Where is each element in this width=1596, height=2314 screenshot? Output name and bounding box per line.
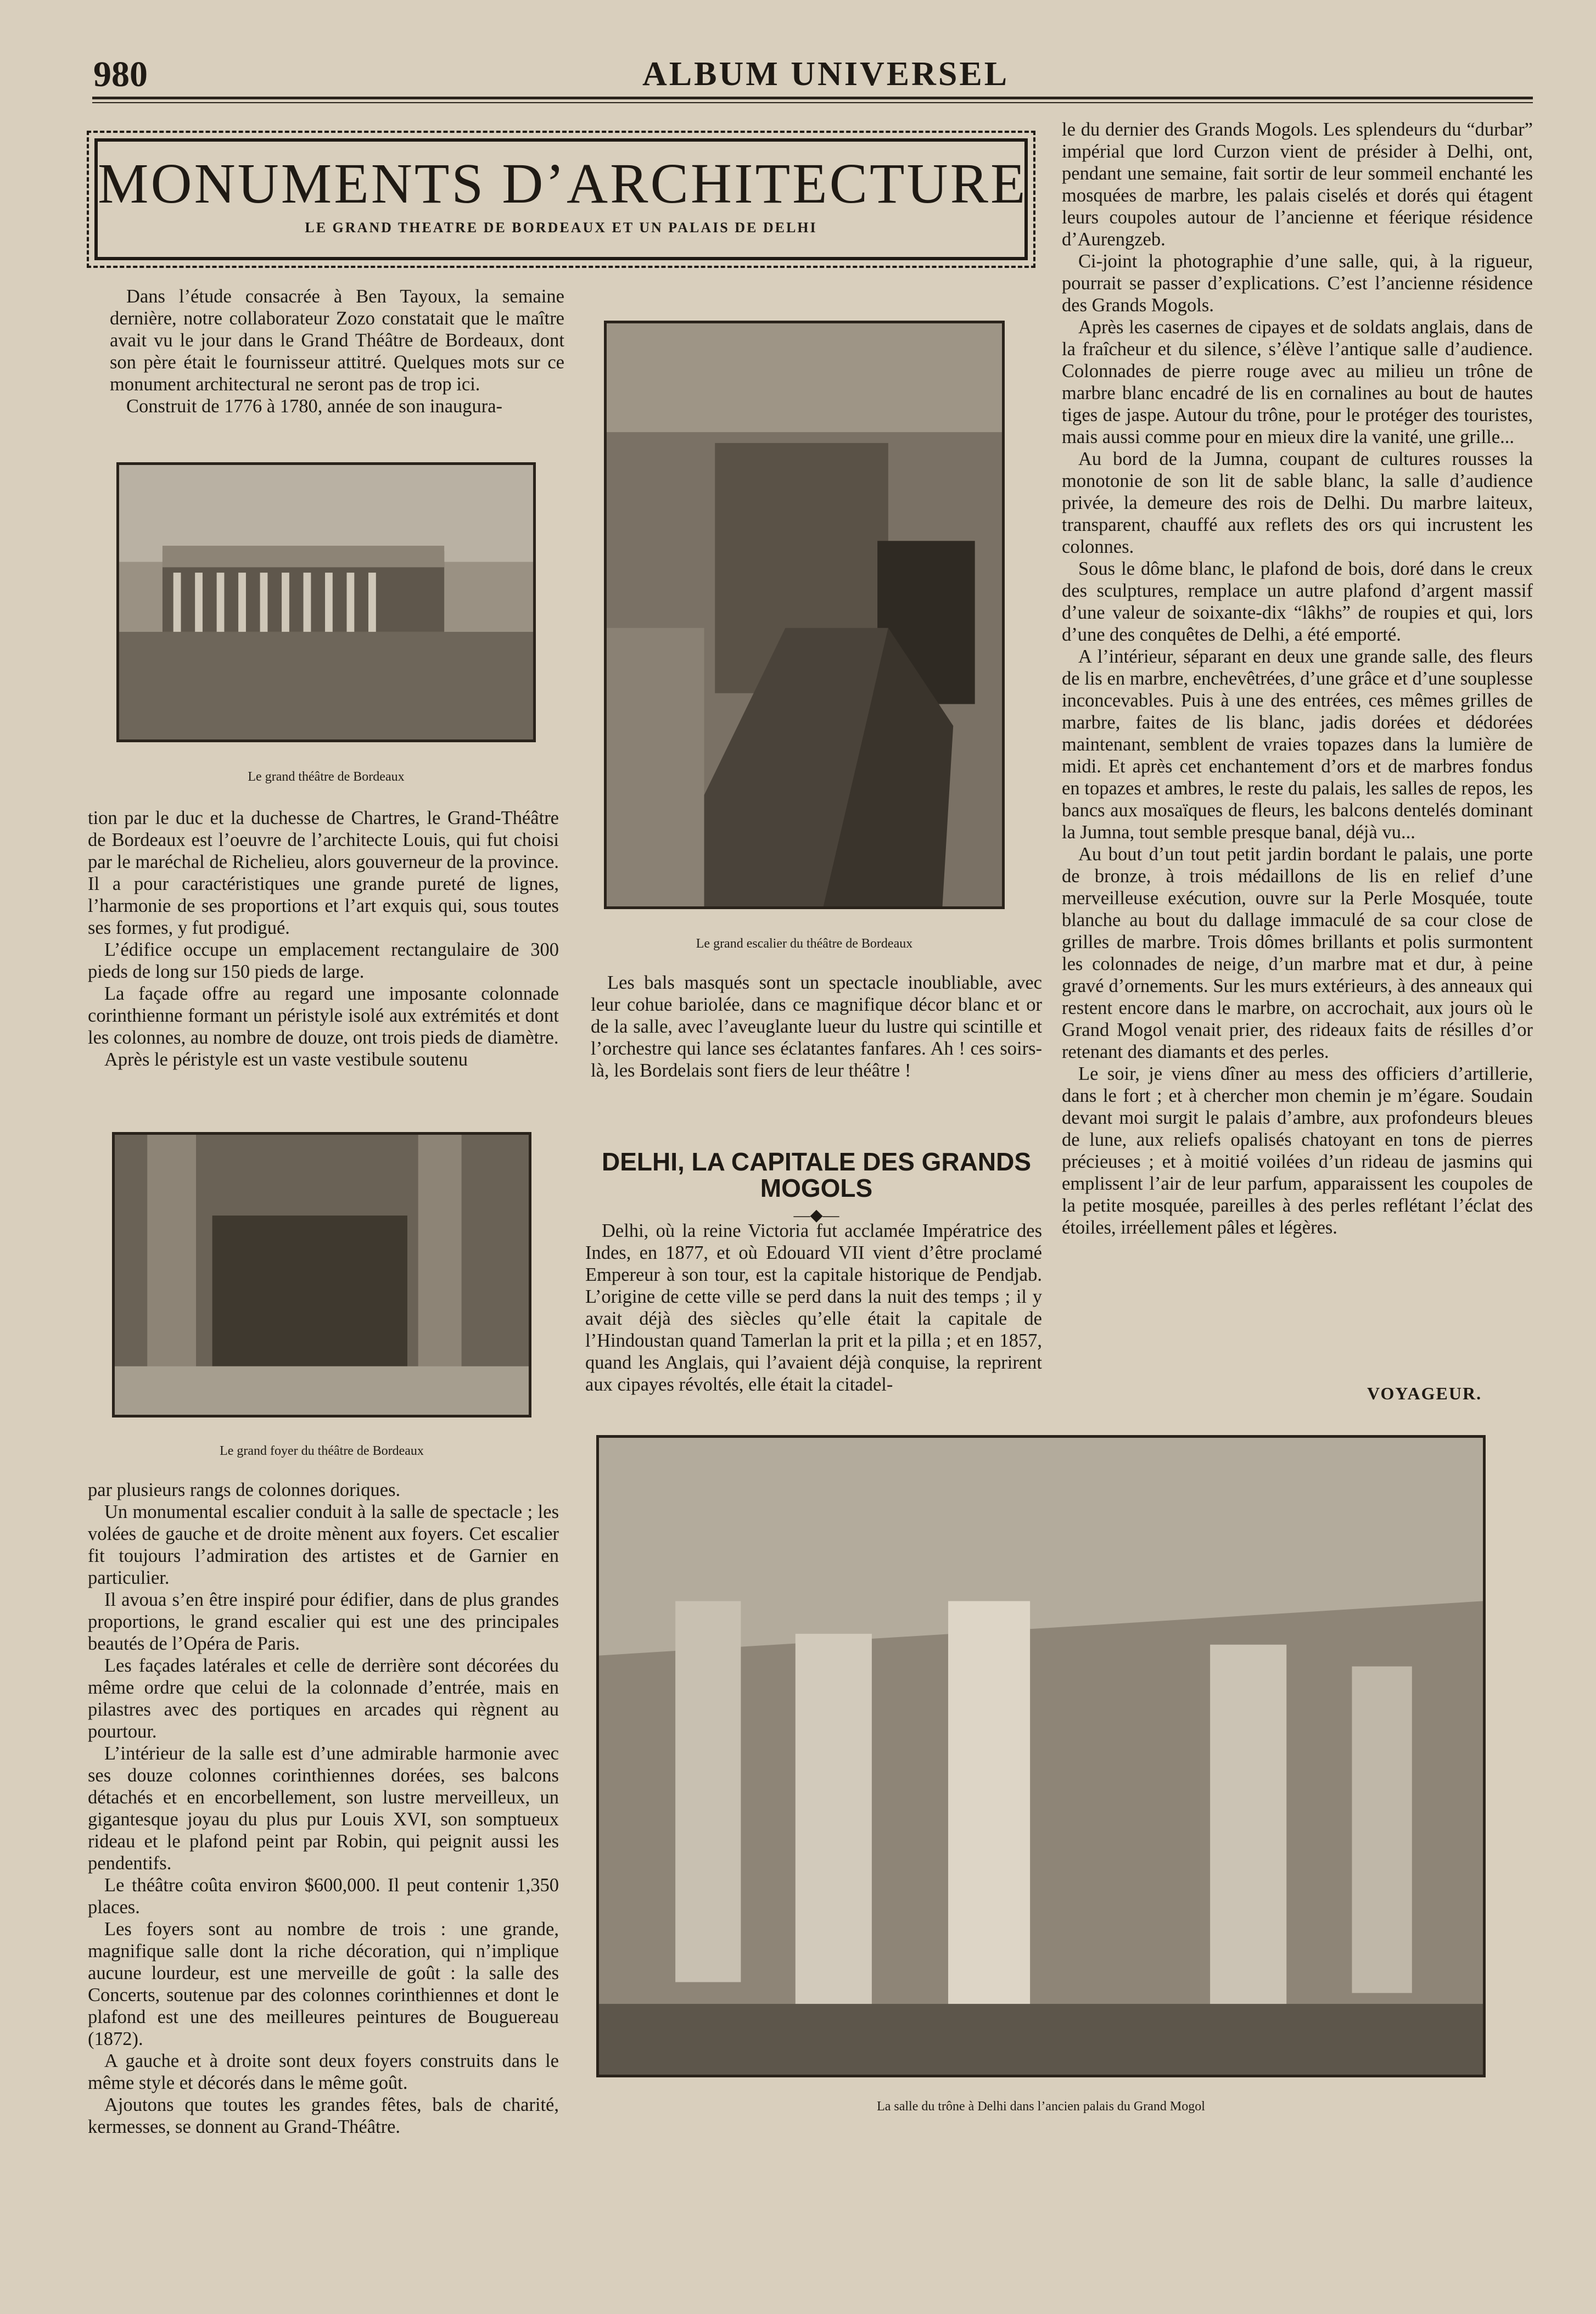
- paragraph: Dans l’étude consacrée à Ben Tayoux, la semaine dernière, notre collaborateur Zozo constatait que le maître avait vu le jour dans le Grand Théâtre de Bordeaux, dont son père était le fournisseur attitré. Quelques mots sur ce monument architectural ne seront pas de trop ici.: [110, 286, 564, 395]
- signature: VOYAGEUR.: [1367, 1383, 1482, 1403]
- paragraph: Les façades latérales et celle de derrière sont décorées du même ordre que celui de la colonnade d’entrée, mais en pilastres avec des portiques en arcades qui règnent au pourtour.: [88, 1655, 559, 1742]
- paragraph: par plusieurs rangs de colonnes doriques.: [88, 1480, 401, 1500]
- paragraph: Le soir, je viens dîner au mess des officiers d’artillerie, dans le fort ; et à chercher mon chemin je m’égare. Soudain devant moi surgit le palais d’ambre, aux profondeurs bleues de lune, aux reliefs opalisés chatoyant en tons de pierres précieuses ; et à moitié voilées d’un rideau de jasmins qui emplissent l’air de leur parfum, apparaissent les coupoles de la petite mosquée, pareilles à des perles reflétant l’éclat des étoiles, irréellement pâles et légères.: [1062, 1063, 1533, 1238]
- article-title-box: [94, 138, 1028, 260]
- col3-text: [1062, 119, 1533, 1239]
- col2-mid-text: [591, 972, 1042, 1082]
- photo-grand-foyer: [112, 1132, 531, 1417]
- paragraph: Après le péristyle est un vaste vestibule soutenu: [104, 1049, 468, 1070]
- paragraph: Un monumental escalier conduit à la salle de spectacle ; les volées de gauche et de droite mènent aux foyers. Cet escalier fit toujours l’admiration des artistes et de Garnier en particulier.: [88, 1501, 559, 1588]
- paragraph: L’édifice occupe un emplacement rectangulaire de 300 pieds de long sur 150 pieds de large.: [88, 939, 559, 982]
- article-subtitle: LE GRAND THEATRE DE BORDEAUX ET UN PALAIS DE DELHI: [305, 220, 817, 236]
- photo-salle-du-trone: [596, 1435, 1486, 2077]
- page-number: 980: [93, 54, 148, 94]
- photo-grand-theatre: [116, 462, 536, 742]
- section-ornament: —◆—: [793, 1206, 839, 1224]
- article-title: MONUMENTS D’ARCHITECTURE: [98, 152, 1028, 215]
- col1-mid-text: [88, 807, 559, 1071]
- photo-grand-escalier: [604, 321, 1005, 909]
- paragraph: le du dernier des Grands Mogols. Les splendeurs du “durbar” impérial que lord Curzon vient de présider à Delhi, ont, pendant une semaine, fait sortir de leur sommeil enchanté les mosquées de marbre, les palais ciselés et dorés qui étagent leurs coupoles autour de l’ancienne et féerique résidence d’Aurengzeb.: [1062, 119, 1533, 250]
- paragraph: A l’intérieur, séparant en deux une grande salle, des fleurs de lis en marbre, enchevêtrées, d’une grâce et d’une souplesse inconcevables. Puis à une des entrées, ces mêmes grilles de marbre, faites de lis blanc, jadis dorées et dédorées maintenant, semblent de vraies topazes dans la lumière de midi. Et après cet enchantement d’ors et de marbres fondus en topazes et ambres, le reste du palais, les salles de repos, les bancs aux mosaïques de fleurs, les balcons dentelés dominant la Jumna, tout semble presque banal, déjà vu...: [1062, 646, 1533, 843]
- header-rule: [92, 97, 1533, 99]
- delhi-section-title: DELHI, LA CAPITALE DES GRANDS MOGOLS: [601, 1147, 1032, 1202]
- paragraph: tion par le duc et la duchesse de Chartres, le Grand-Théâtre de Bordeaux est l’oeuvre de l’architecte Louis, qui fut choisi par le maréchal de Richelieu, alors gouverneur de la province. Il a pour caractéristiques une grande pureté de lignes, l’harmonie de ses proportions et l’art exquis qui, sous toutes ses formes, y fut prodigué.: [88, 808, 559, 938]
- paragraph: Ci-joint la photographie d’une salle, qui, à la rigueur, pourrait se passer d’explications. C’est l’ancienne résidence des Grands Mogols.: [1062, 251, 1533, 316]
- paragraph: Le théâtre coûta environ $600,000. Il peut contenir 1,350 places.: [88, 1875, 559, 1918]
- caption-foyer: Le grand foyer du théâtre de Bordeaux: [220, 1444, 424, 1458]
- caption-delhi: La salle du trône à Delhi dans l’ancien palais du Grand Mogol: [877, 2099, 1205, 2114]
- paragraph: Il avoua s’en être inspiré pour édifier, dans de plus grandes proportions, le grand escalier qui est une des principales beautés de l’Opéra de Paris.: [88, 1589, 559, 1654]
- col1-bottom-text: [88, 1479, 559, 2138]
- paragraph: Au bord de la Jumna, coupant de cultures rousses la monotonie de son lit de sable blanc, la salle d’audience privée, la demeure des rois de Delhi. Du marbre laiteux, transparent, chauffé aux reflets des ors qui incrustent les colonnes.: [1062, 449, 1533, 557]
- paragraph: Ajoutons que toutes les grandes fêtes, bals de charité, kermesses, se donnent au Grand-Théâtre.: [88, 2094, 559, 2137]
- col1-top-text: [110, 285, 564, 417]
- caption-escalier: Le grand escalier du théâtre de Bordeaux: [696, 937, 913, 951]
- journal-title: ALBUM UNIVERSEL: [642, 55, 1010, 93]
- caption-theatre: Le grand théâtre de Bordeaux: [248, 770, 405, 784]
- paragraph: Au bout d’un tout petit jardin bordant le palais, une porte de bronze, à trois médaillons de lis en relief d’une merveilleuse exécution, ouvre sur la Perle Mosquée, toute blanche au bout du dallage immaculé de sa cour close de grilles de marbre. Trois dômes brillants et polis surmontent les colonnades de neige, d’un marbre mat et dur, à peine gravé d’ornements. Sur les murs extérieurs, à des anneaux qui restent encore dans le marbre, on accrochait, aux jours où le Grand Mogol venait prier, des rideaux faits de résilles d’or retenant des diamants et des perles.: [1062, 844, 1533, 1062]
- paragraph: A gauche et à droite sont deux foyers construits dans le même style et décorés dans le même goût.: [88, 2050, 559, 2093]
- paragraph: L’intérieur de la salle est d’une admirable harmonie avec ses douze colonnes corinthiennes dorées, ses balcons détachés et en encorbellement, son lustre merveilleux, un gigantesque joyau du plus pur Louis XVI, son somptueux rideau et le plafond peint par Robin, qui peignit aussi les pendentifs.: [88, 1743, 559, 1874]
- paragraph: Delhi, où la reine Victoria fut acclamée Impératrice des Indes, en 1877, et où Edouard VII vient d’être proclamé Empereur à son tour, est la capitale historique de Pendjab. L’origine de cette ville se perd dans la nuit des temps ; il y avait déjà des siècles qu’elle était la capitale de l’Hindoustan quand Tamerlan la prit et la pilla ; et en 1857, quand les Anglais, qui l’avaient déjà conquise, la reprirent aux cipayes révoltés, elle était la citadel-: [585, 1220, 1042, 1395]
- paragraph: Sous le dôme blanc, le plafond de bois, doré dans le creux des sculptures, remplace un autre plafond d’argent massif d’une valeur de soixante-dix “lâkhs” de roupies et qui, lors d’une des conquêtes de Delhi, a été emporté.: [1062, 558, 1533, 645]
- paragraph: Les bals masqués sont un spectacle inoubliable, avec leur cohue bariolée, dans ce magnifique décor blanc et or de la salle, avec l’aveuglante lueur du lustre qui scintille et l’orchestre qui lance ses éclatantes fanfares. Ah ! ces soirs-là, les Bordelais sont fiers de leur théâtre !: [591, 972, 1042, 1081]
- paragraph: Les foyers sont au nombre de trois : une grande, magnifique salle dont la riche décoration, qui n’implique aucune lourdeur, est une merveille de goût : la salle des Concerts, soutenue par des colonnes corinthiennes et dont le plafond est une des meilleures peintures de Bouguereau (1872).: [88, 1919, 559, 2049]
- paragraph: Construit de 1776 à 1780, année de son inaugura-: [126, 396, 503, 417]
- paragraph: La façade offre au regard une imposante colonnade corinthienne formant un péristyle isolé aux extrémités et dont les colonnes, au nombre de douze, ont trois pieds de diamètre.: [88, 983, 559, 1048]
- paragraph: Après les casernes de cipayes et de soldats anglais, dans de la fraîcheur et du silence, s’élève l’antique salle d’audience. Colonnades de pierre rouge avec au milieu un trône de marbre blanc encadré de lis en cornalines au bout de hautes tiges de jaspe. Autour du trône, pour le protéger des touristes, mais aussi comme pour en mieux dire la vanité, une grille...: [1062, 317, 1533, 447]
- header-rule-thin: [92, 102, 1533, 103]
- col2-delhi-text: [585, 1220, 1042, 1396]
